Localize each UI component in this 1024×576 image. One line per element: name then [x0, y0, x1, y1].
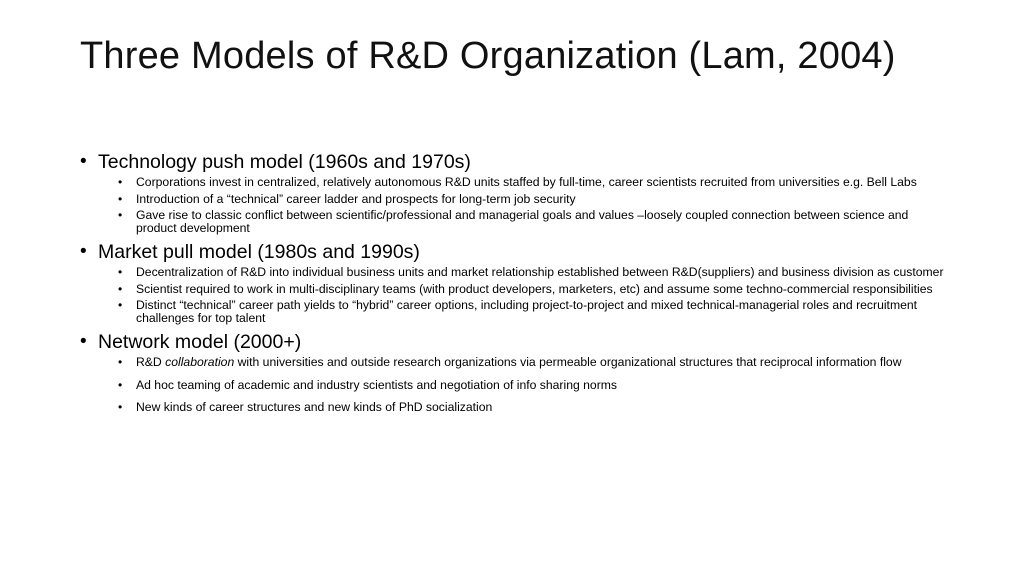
bullet-icon: •	[118, 355, 123, 369]
list-item	[118, 379, 950, 392]
slide-content	[80, 150, 950, 418]
bullet-icon: •	[118, 400, 123, 414]
bullet-icon: •	[118, 377, 123, 392]
list-item-text: Introduction of a “technical” career ladder and prospects for long-term job security	[136, 191, 576, 206]
bullet-icon: •	[80, 151, 87, 172]
section-network	[80, 330, 950, 354]
list-item	[118, 193, 950, 206]
list-item-text: Corporations invest in centralized, relatively autonomous R&D units staffed by full-time, career scientists recruited from universities e.g. Bell Labs	[136, 175, 917, 189]
section-market-pull	[80, 240, 950, 264]
bullet-icon: •	[118, 191, 123, 206]
list-item	[118, 176, 950, 189]
section-heading: Technology push model (1960s and 1970s)	[98, 151, 471, 173]
bullet-icon: •	[118, 265, 123, 279]
list-item-text: Distinct “technical” career path yields to “hybrid” career options, including project-to-project and mixed technical-managerial roles and recruitment challenges for top talent	[136, 298, 918, 325]
list-item	[118, 283, 950, 296]
list-item-text: Scientist required to work in multi-disciplinary teams (with product developers, marketers, etc) and assume some techno-commercial responsibilities	[136, 281, 933, 296]
list-item-suffix: with universities and outside research organizations via permeable organizational structures that reciprocal information flow	[234, 355, 902, 369]
bullet-icon: •	[118, 208, 123, 222]
bullet-icon: •	[118, 175, 123, 189]
sub-bullet-list	[80, 356, 950, 414]
section-heading: Market pull model (1980s and 1990s)	[98, 241, 420, 263]
slide-title: Three Models of R&D Organization (Lam, 2004)	[80, 35, 896, 77]
sub-bullet-list	[80, 176, 950, 234]
list-item	[118, 266, 950, 279]
bullet-icon: •	[118, 298, 123, 312]
list-item-text: Gave rise to classic conflict between scientific/professional and managerial goals and values –loosely coupled connection between science and product development	[136, 208, 909, 235]
list-item-text: Ad hoc teaming of academic and industry scientists and negotiation of info sharing norms	[136, 377, 618, 392]
list-item	[118, 356, 950, 369]
section-heading: Network model (2000+)	[98, 331, 302, 353]
bullet-icon: •	[80, 331, 87, 352]
bullet-icon: •	[80, 241, 87, 262]
bullet-icon: •	[118, 281, 123, 296]
list-item	[118, 299, 950, 324]
list-item-text	[136, 355, 902, 369]
list-item	[118, 401, 950, 414]
list-item-text: Decentralization of R&D into individual business units and market relationship established between R&D(suppliers) and business division as customer	[136, 265, 944, 279]
sub-bullet-list	[80, 266, 950, 324]
section-technology-push	[80, 150, 950, 174]
list-item-prefix: R&D	[136, 355, 166, 369]
emphasis-text: collaboration	[165, 355, 235, 369]
list-item	[118, 209, 950, 234]
list-item-text: New kinds of career structures and new kinds of PhD socialization	[136, 400, 493, 414]
